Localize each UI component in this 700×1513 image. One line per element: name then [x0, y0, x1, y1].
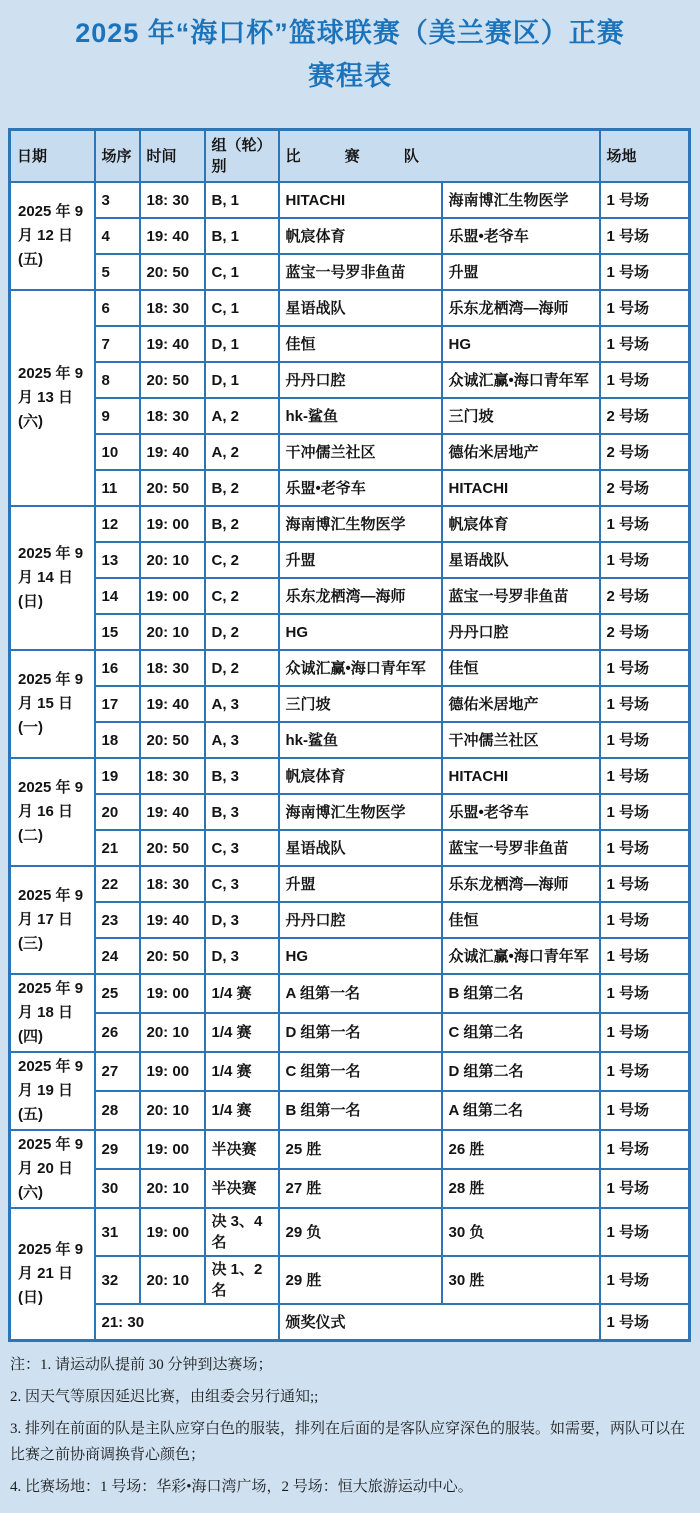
time-cell: 20: 10 — [140, 1256, 205, 1304]
team1-cell: hk-鲨鱼 — [279, 398, 442, 434]
group-cell: 半决赛 — [205, 1169, 279, 1208]
time-cell: 19: 40 — [140, 218, 205, 254]
award-time-cell: 21: 30 — [95, 1304, 279, 1341]
team2-cell: 乐东龙栖湾—海师 — [442, 290, 600, 326]
note-line: 注：1. 请运动队提前 30 分钟到达赛场； — [10, 1357, 273, 1373]
group-cell: B, 3 — [205, 794, 279, 830]
match-row — [10, 1091, 690, 1130]
match-row — [10, 722, 690, 758]
group-cell: 1/4 赛 — [205, 1091, 279, 1130]
group-cell: C, 2 — [205, 578, 279, 614]
team2-cell: B 组第二名 — [442, 974, 600, 1013]
match-no-cell: 11 — [95, 470, 140, 506]
note-line: 2. 因天气等原因延迟比赛，由组委会另行通知;; — [10, 1389, 319, 1405]
group-cell: D, 3 — [205, 938, 279, 974]
match-no-cell: 5 — [95, 254, 140, 290]
team1-cell: 丹丹口腔 — [279, 362, 442, 398]
team1-cell: 乐东龙栖湾—海师 — [279, 578, 442, 614]
match-row — [10, 974, 690, 1013]
team2-cell: HITACHI — [442, 470, 600, 506]
match-no-cell: 31 — [95, 1208, 140, 1256]
date-cell: 2025 年 9 月 21 日 (日) — [10, 1208, 95, 1341]
team2-cell: HITACHI — [442, 758, 600, 794]
match-no-cell: 27 — [95, 1052, 140, 1091]
venue-cell: 2 号场 — [600, 614, 690, 650]
match-no-cell: 32 — [95, 1256, 140, 1304]
page-title — [0, 0, 700, 98]
time-cell: 18: 30 — [140, 758, 205, 794]
time-cell: 19: 00 — [140, 1208, 205, 1256]
group-cell: 决 1、2 名 — [205, 1256, 279, 1304]
team2-cell: 乐盟•老爷车 — [442, 218, 600, 254]
group-cell: C, 3 — [205, 866, 279, 902]
group-cell: 1/4 赛 — [205, 1013, 279, 1052]
match-no-cell: 21 — [95, 830, 140, 866]
match-row — [10, 902, 690, 938]
group-cell: A, 2 — [205, 434, 279, 470]
group-cell: 1/4 赛 — [205, 974, 279, 1013]
note-line: 3. 排列在前面的队是主队应穿白色的服装，排列在后面的是客队应穿深色的服装。如需要，两队可以在比赛之前协商调换背心颜色； — [10, 1421, 686, 1463]
group-cell: D, 3 — [205, 902, 279, 938]
group-cell: C, 1 — [205, 290, 279, 326]
team1-cell: 升盟 — [279, 866, 442, 902]
team1-cell: A 组第一名 — [279, 974, 442, 1013]
venue-cell: 1 号场 — [600, 794, 690, 830]
group-cell: 半决赛 — [205, 1130, 279, 1169]
match-row — [10, 866, 690, 902]
match-row — [10, 1013, 690, 1052]
match-no-cell: 6 — [95, 290, 140, 326]
group-cell: 决 3、4 名 — [205, 1208, 279, 1256]
team2-cell: 28 胜 — [442, 1169, 600, 1208]
date-cell: 2025 年 9 月 19 日 (五) — [10, 1052, 95, 1130]
team1-cell: hk-鲨鱼 — [279, 722, 442, 758]
venue-cell: 1 号场 — [600, 290, 690, 326]
group-cell: A, 3 — [205, 686, 279, 722]
time-cell: 20: 50 — [140, 830, 205, 866]
award-event-cell: 颁奖仪式 — [279, 1304, 600, 1341]
match-no-cell: 10 — [95, 434, 140, 470]
page-title-line1: 2025 年“海口杯”篮球联赛（美兰赛区）正赛 — [75, 18, 625, 48]
team1-cell: 众诚汇赢•海口青年军 — [279, 650, 442, 686]
time-cell: 19: 00 — [140, 1052, 205, 1091]
venue-cell: 1 号场 — [600, 650, 690, 686]
team1-cell: 干冲儒兰社区 — [279, 434, 442, 470]
group-cell: C, 2 — [205, 542, 279, 578]
time-cell: 18: 30 — [140, 650, 205, 686]
team1-cell: 海南博汇生物医学 — [279, 794, 442, 830]
venue-cell: 1 号场 — [600, 830, 690, 866]
venue-cell: 1 号场 — [600, 1130, 690, 1169]
time-cell: 19: 00 — [140, 974, 205, 1013]
team1-cell: B 组第一名 — [279, 1091, 442, 1130]
team2-cell: 26 胜 — [442, 1130, 600, 1169]
match-no-cell: 3 — [95, 182, 140, 218]
time-cell: 20: 10 — [140, 1169, 205, 1208]
time-cell: 20: 10 — [140, 542, 205, 578]
match-no-cell: 20 — [95, 794, 140, 830]
team1-cell: D 组第一名 — [279, 1013, 442, 1052]
time-cell: 19: 40 — [140, 686, 205, 722]
match-no-cell: 4 — [95, 218, 140, 254]
time-cell: 20: 50 — [140, 470, 205, 506]
col-header-venue: 场地 — [600, 130, 690, 183]
date-cell: 2025 年 9 月 12 日 (五) — [10, 182, 95, 290]
team1-cell: 佳恒 — [279, 326, 442, 362]
match-no-cell: 7 — [95, 326, 140, 362]
venue-cell: 1 号场 — [600, 1091, 690, 1130]
team1-cell: 升盟 — [279, 542, 442, 578]
col-header-match-no: 场序 — [95, 130, 140, 183]
team2-cell: 佳恒 — [442, 902, 600, 938]
venue-cell: 1 号场 — [600, 326, 690, 362]
team2-cell: 德佑米居地产 — [442, 686, 600, 722]
match-no-cell: 14 — [95, 578, 140, 614]
venue-cell: 1 号场 — [600, 1256, 690, 1304]
venue-cell: 1 号场 — [600, 686, 690, 722]
time-cell: 19: 00 — [140, 506, 205, 542]
time-cell: 18: 30 — [140, 398, 205, 434]
team2-cell: 乐盟•老爷车 — [442, 794, 600, 830]
match-row — [10, 578, 690, 614]
notes-section — [10, 1352, 690, 1500]
col-header-date: 日期 — [10, 130, 95, 183]
match-no-cell: 29 — [95, 1130, 140, 1169]
team2-cell: 30 负 — [442, 1208, 600, 1256]
col-header-time: 时间 — [140, 130, 205, 183]
time-cell: 20: 50 — [140, 362, 205, 398]
match-row — [10, 434, 690, 470]
team2-cell: 佳恒 — [442, 650, 600, 686]
team1-cell: 帆宸体育 — [279, 218, 442, 254]
group-cell: A, 2 — [205, 398, 279, 434]
match-no-cell: 18 — [95, 722, 140, 758]
team2-cell: 众诚汇赢•海口青年军 — [442, 362, 600, 398]
time-cell: 19: 40 — [140, 326, 205, 362]
venue-cell: 1 号场 — [600, 902, 690, 938]
match-row — [10, 794, 690, 830]
time-cell: 20: 50 — [140, 254, 205, 290]
team1-cell: 蓝宝一号罗非鱼苗 — [279, 254, 442, 290]
group-cell: D, 2 — [205, 650, 279, 686]
time-cell: 19: 00 — [140, 578, 205, 614]
team1-cell: 三门坡 — [279, 686, 442, 722]
match-row — [10, 470, 690, 506]
match-row — [10, 1208, 690, 1256]
time-cell: 18: 30 — [140, 866, 205, 902]
team1-cell: 27 胜 — [279, 1169, 442, 1208]
award-venue-cell: 1 号场 — [600, 1304, 690, 1341]
match-row — [10, 542, 690, 578]
note-line: 4. 比赛场地：1 号场：华彩•海口湾广场，2 号场：恒大旅游运动中心。 — [10, 1479, 473, 1495]
date-cell: 2025 年 9 月 18 日 (四) — [10, 974, 95, 1052]
match-row — [10, 686, 690, 722]
team2-cell: D 组第二名 — [442, 1052, 600, 1091]
team2-cell: 蓝宝一号罗非鱼苗 — [442, 578, 600, 614]
team2-cell: C 组第二名 — [442, 1013, 600, 1052]
match-row — [10, 758, 690, 794]
match-row — [10, 326, 690, 362]
match-no-cell: 19 — [95, 758, 140, 794]
team2-cell: 蓝宝一号罗非鱼苗 — [442, 830, 600, 866]
team2-cell: 德佑米居地产 — [442, 434, 600, 470]
time-cell: 19: 00 — [140, 1130, 205, 1169]
team2-cell: 乐东龙栖湾—海师 — [442, 866, 600, 902]
match-no-cell: 15 — [95, 614, 140, 650]
venue-cell: 1 号场 — [600, 506, 690, 542]
team2-cell: 30 胜 — [442, 1256, 600, 1304]
match-row — [10, 614, 690, 650]
date-cell: 2025 年 9 月 13 日 (六) — [10, 290, 95, 506]
match-no-cell: 24 — [95, 938, 140, 974]
team1-cell: 29 负 — [279, 1208, 442, 1256]
team1-cell: 乐盟•老爷车 — [279, 470, 442, 506]
match-row — [10, 290, 690, 326]
venue-cell: 1 号场 — [600, 1052, 690, 1091]
date-cell: 2025 年 9 月 16 日 (二) — [10, 758, 95, 866]
schedule-table-header — [10, 130, 690, 183]
team2-cell: 星语战队 — [442, 542, 600, 578]
match-row — [10, 1256, 690, 1304]
match-no-cell: 13 — [95, 542, 140, 578]
venue-cell: 1 号场 — [600, 218, 690, 254]
time-cell: 20: 10 — [140, 1013, 205, 1052]
group-cell: B, 2 — [205, 470, 279, 506]
team1-cell: 25 胜 — [279, 1130, 442, 1169]
match-row — [10, 830, 690, 866]
time-cell: 18: 30 — [140, 290, 205, 326]
team1-cell: 星语战队 — [279, 830, 442, 866]
time-cell: 19: 40 — [140, 794, 205, 830]
time-cell: 20: 50 — [140, 938, 205, 974]
team2-cell: HG — [442, 326, 600, 362]
time-cell: 20: 10 — [140, 1091, 205, 1130]
team1-cell: 海南博汇生物医学 — [279, 506, 442, 542]
venue-cell: 1 号场 — [600, 1208, 690, 1256]
group-cell: A, 3 — [205, 722, 279, 758]
date-cell: 2025 年 9 月 17 日 (三) — [10, 866, 95, 974]
team2-cell: 海南博汇生物医学 — [442, 182, 600, 218]
match-no-cell: 25 — [95, 974, 140, 1013]
venue-cell: 1 号场 — [600, 866, 690, 902]
venue-cell: 2 号场 — [600, 434, 690, 470]
match-row — [10, 182, 690, 218]
group-cell: B, 3 — [205, 758, 279, 794]
venue-cell: 2 号场 — [600, 398, 690, 434]
team2-cell: A 组第二名 — [442, 1091, 600, 1130]
group-cell: B, 1 — [205, 182, 279, 218]
match-no-cell: 17 — [95, 686, 140, 722]
venue-cell: 1 号场 — [600, 1169, 690, 1208]
time-cell: 19: 40 — [140, 434, 205, 470]
venue-cell: 1 号场 — [600, 974, 690, 1013]
date-cell: 2025 年 9 月 20 日 (六) — [10, 1130, 95, 1208]
match-no-cell: 23 — [95, 902, 140, 938]
team2-cell: 众诚汇赢•海口青年军 — [442, 938, 600, 974]
team1-cell: 帆宸体育 — [279, 758, 442, 794]
match-row — [10, 938, 690, 974]
match-row — [10, 650, 690, 686]
group-cell: B, 1 — [205, 218, 279, 254]
match-no-cell: 30 — [95, 1169, 140, 1208]
group-cell: D, 1 — [205, 362, 279, 398]
match-no-cell: 9 — [95, 398, 140, 434]
date-cell: 2025 年 9 月 14 日 (日) — [10, 506, 95, 650]
team1-cell: HG — [279, 614, 442, 650]
team1-cell: 丹丹口腔 — [279, 902, 442, 938]
group-cell: B, 2 — [205, 506, 279, 542]
match-no-cell: 26 — [95, 1013, 140, 1052]
match-no-cell: 22 — [95, 866, 140, 902]
venue-cell: 1 号场 — [600, 758, 690, 794]
group-cell: C, 3 — [205, 830, 279, 866]
team2-cell: 三门坡 — [442, 398, 600, 434]
match-row — [10, 218, 690, 254]
time-cell: 19: 40 — [140, 902, 205, 938]
venue-cell: 1 号场 — [600, 542, 690, 578]
match-no-cell: 8 — [95, 362, 140, 398]
match-row — [10, 362, 690, 398]
time-cell: 20: 10 — [140, 614, 205, 650]
time-cell: 18: 30 — [140, 182, 205, 218]
venue-cell: 1 号场 — [600, 182, 690, 218]
team1-cell: HITACHI — [279, 182, 442, 218]
match-no-cell: 16 — [95, 650, 140, 686]
team2-cell: 干冲儒兰社区 — [442, 722, 600, 758]
group-cell: C, 1 — [205, 254, 279, 290]
col-header-teams: 比 赛 队 — [279, 130, 600, 183]
match-row — [10, 1052, 690, 1091]
venue-cell: 2 号场 — [600, 578, 690, 614]
group-cell: D, 2 — [205, 614, 279, 650]
schedule-table-body — [10, 182, 690, 1341]
team1-cell: HG — [279, 938, 442, 974]
group-cell: 1/4 赛 — [205, 1052, 279, 1091]
venue-cell: 1 号场 — [600, 1013, 690, 1052]
venue-cell: 1 号场 — [600, 254, 690, 290]
time-cell: 20: 50 — [140, 722, 205, 758]
team2-cell: 帆宸体育 — [442, 506, 600, 542]
match-row — [10, 254, 690, 290]
venue-cell: 1 号场 — [600, 362, 690, 398]
header-row — [10, 130, 690, 183]
award-ceremony-row — [10, 1304, 690, 1341]
venue-cell: 1 号场 — [600, 722, 690, 758]
team1-cell: C 组第一名 — [279, 1052, 442, 1091]
schedule-table — [8, 128, 691, 1342]
match-row — [10, 1130, 690, 1169]
match-no-cell: 12 — [95, 506, 140, 542]
match-row — [10, 398, 690, 434]
col-header-group: 组（轮）别 — [205, 130, 279, 183]
team1-cell: 29 胜 — [279, 1256, 442, 1304]
team2-cell: 丹丹口腔 — [442, 614, 600, 650]
match-row — [10, 506, 690, 542]
match-row — [10, 1169, 690, 1208]
match-no-cell: 28 — [95, 1091, 140, 1130]
team1-cell: 星语战队 — [279, 290, 442, 326]
date-cell: 2025 年 9 月 15 日 (一) — [10, 650, 95, 758]
page-title-line2: 赛程表 — [308, 61, 392, 91]
venue-cell: 2 号场 — [600, 470, 690, 506]
group-cell: D, 1 — [205, 326, 279, 362]
venue-cell: 1 号场 — [600, 938, 690, 974]
team2-cell: 升盟 — [442, 254, 600, 290]
